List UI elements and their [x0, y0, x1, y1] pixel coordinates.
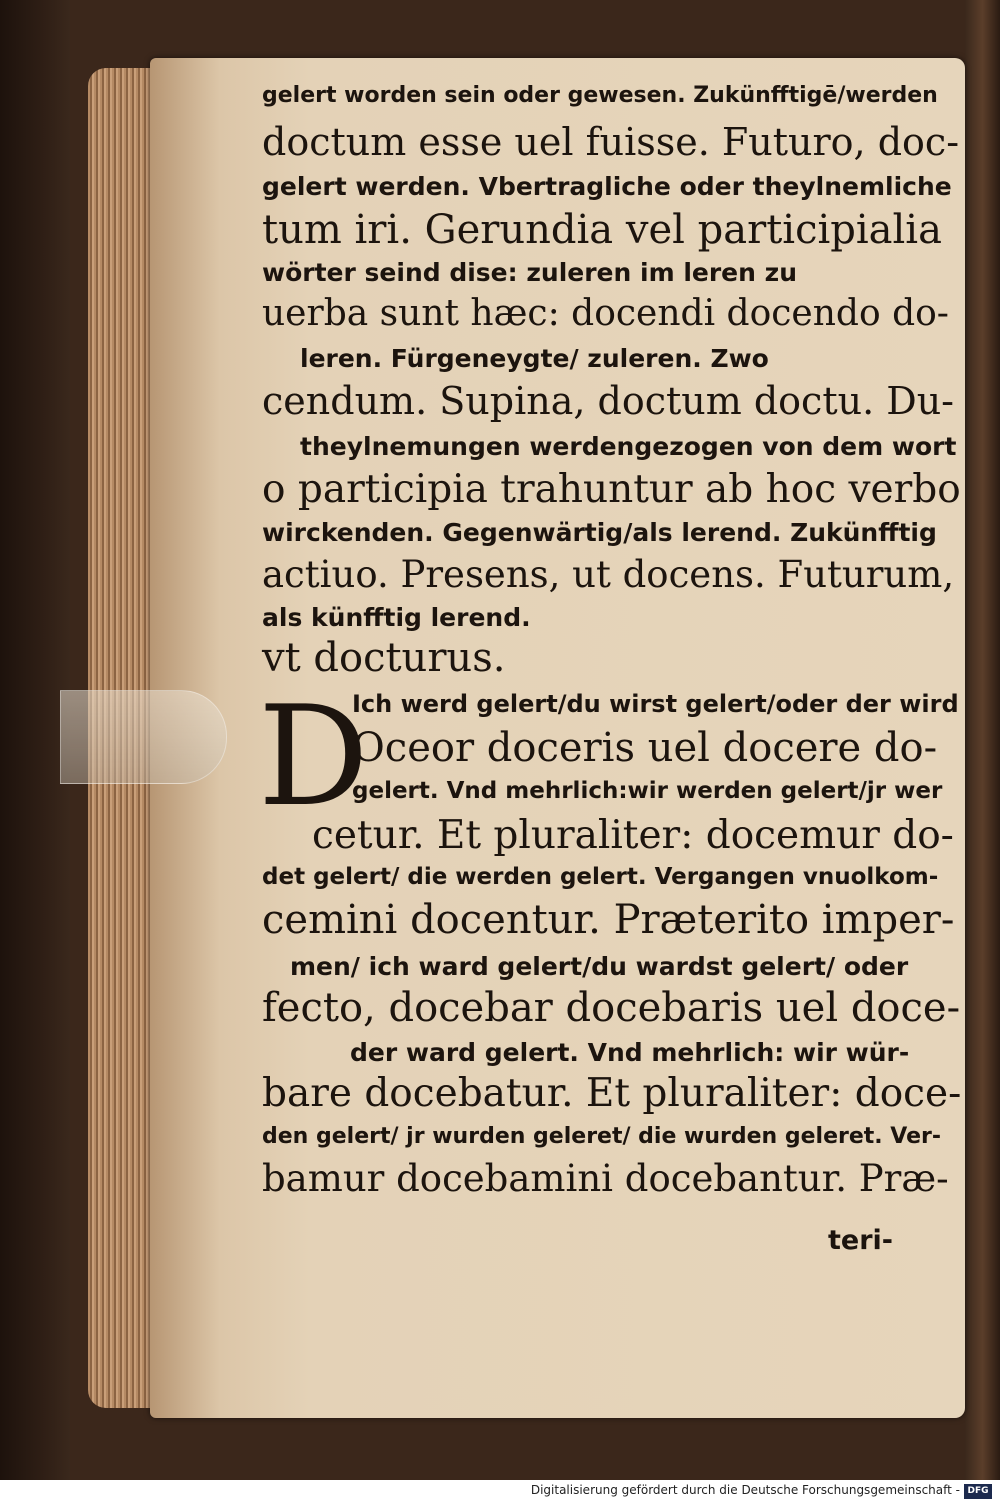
text-line-10: o participia trahuntur ab hoc verbo	[262, 467, 961, 512]
text-line-17: gelert. Vnd mehrlich:wir werden gelert/jr wer	[352, 778, 943, 804]
footer-credit: Digitalisierung gefördert durch die Deutsche Forschungsgemeinschaft -	[530, 1483, 960, 1497]
text-line-20: cemini docentur. Præterito imper-	[262, 897, 955, 943]
text-line-8: cendum. Supina, doctum doctu. Du-	[262, 379, 955, 423]
text-line-25: den gelert/ jr wurden geleret/ die wurden geleret. Ver-	[262, 1124, 942, 1149]
cover-edge-right	[965, 0, 1000, 1480]
text-line-16: Oceor doceris uel docere do-	[352, 725, 938, 771]
text-line-24: bare docebatur. Et pluraliter: doce-	[262, 1071, 962, 1116]
footer-bar	[0, 1480, 1000, 1505]
text-line-5: wörter seind dise: zuleren im leren zu	[262, 258, 797, 287]
text-line-22: fecto, docebar docebaris uel doce-	[262, 985, 961, 1031]
text-line-14: vt docturus.	[262, 635, 506, 681]
text-line-1: gelert worden sein oder gewesen. Zukünfftigē/werden	[262, 83, 938, 108]
text-line-4: tum iri. Gerundia vel participialia	[262, 207, 942, 253]
text-line-26: bamur docebamini docebantur. Præ-	[262, 1157, 949, 1200]
text-line-13: als künfftig lerend.	[262, 603, 531, 632]
text-line-19: det gelert/ die werden gelert. Vergangen vnuolkom-	[262, 864, 939, 890]
text-line-7: leren. Fürgeneygte/ zuleren. Zwo	[300, 344, 769, 373]
text-line-9: theylnemungen werdengezogen von dem wort	[300, 432, 957, 461]
dfg-logo: DFG	[964, 1484, 992, 1499]
text-line-12: actiuo. Presens, ut docens. Futurum,	[262, 553, 955, 596]
text-line-3: gelert werden. Vbertragliche oder theylnemliche	[262, 172, 952, 201]
text-line-2: doctum esse uel fuisse. Futuro, doc-	[262, 120, 960, 164]
text-line-18: cetur. Et pluraliter: docemur do-	[312, 813, 954, 858]
text-line-21: men/ ich ward gelert/du wardst gelert/ oder	[290, 952, 909, 981]
text-line-6: uerba sunt hæc: docendi docendo do-	[262, 293, 949, 334]
text-line-15: Ich werd gelert/du wirst gelert/oder der wird	[352, 690, 959, 718]
text-line-11: wirckenden. Gegenwärtig/als lerend. Zukünfftig	[262, 518, 937, 547]
page-clip	[60, 690, 227, 784]
catchword: teri-	[828, 1225, 893, 1256]
text-line-23: der ward gelert. Vnd mehrlich: wir wür-	[350, 1038, 910, 1067]
drop-cap: D	[258, 676, 369, 837]
